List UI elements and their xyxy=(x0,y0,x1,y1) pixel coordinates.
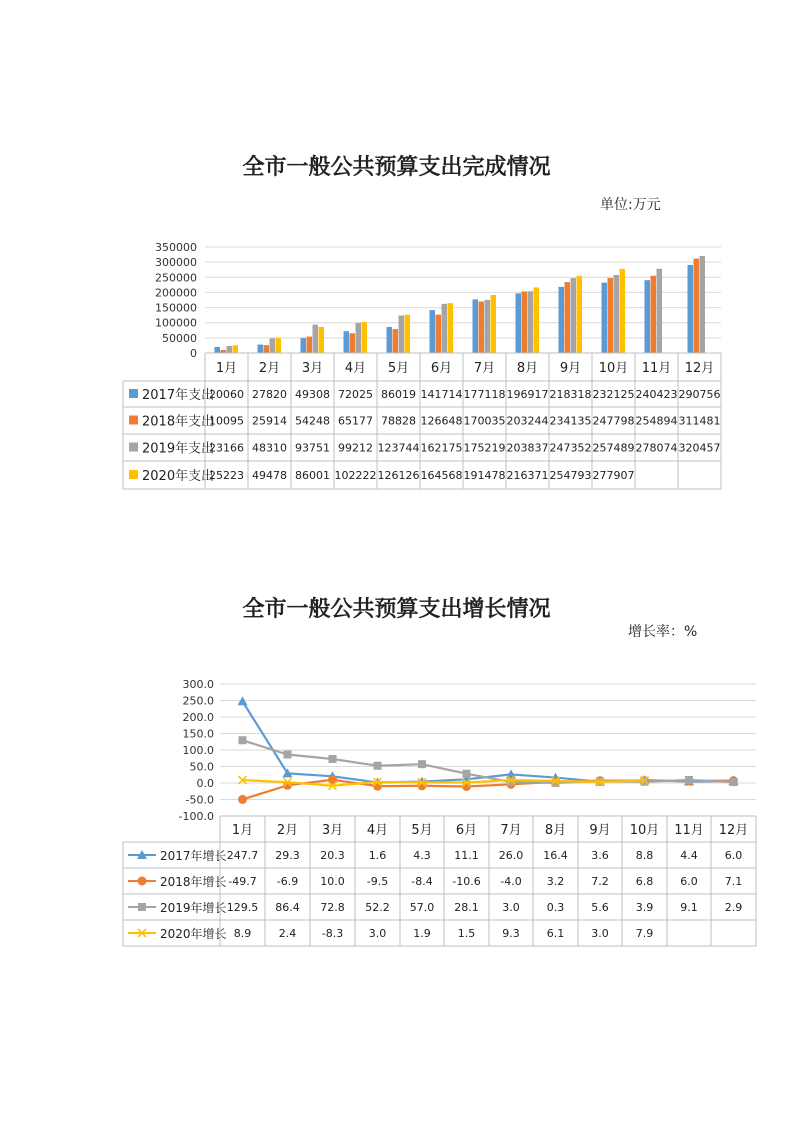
data-label: 290756 xyxy=(678,388,721,401)
bar xyxy=(620,269,626,353)
data-label: 28.1 xyxy=(454,901,479,914)
data-label: 6.8 xyxy=(635,875,654,888)
data-label: 6.0 xyxy=(724,849,743,862)
bar xyxy=(276,338,282,353)
data-label: 11.1 xyxy=(454,849,479,862)
data-label: 27820 xyxy=(252,388,287,401)
data-label: 1.9 xyxy=(413,927,431,940)
data-label: 311481 xyxy=(678,414,721,428)
data-label: 99212 xyxy=(338,441,373,455)
bar xyxy=(227,346,233,353)
x-tick-label: 4月 xyxy=(366,823,389,838)
data-label: 247798 xyxy=(592,414,635,428)
bar xyxy=(405,315,411,353)
y-tick-label: 100000 xyxy=(155,316,197,330)
data-label: 10095 xyxy=(209,414,244,428)
data-label: 3.2 xyxy=(546,875,565,888)
data-label: 9.1 xyxy=(680,901,698,914)
data-label: 52.2 xyxy=(365,901,390,914)
data-point xyxy=(685,776,693,784)
bar xyxy=(577,276,583,353)
bar xyxy=(571,278,577,353)
data-label: 5.6 xyxy=(591,901,609,914)
legend-marker xyxy=(138,877,147,886)
bar xyxy=(657,269,663,353)
x-tick-label: 8月 xyxy=(516,361,539,376)
bar xyxy=(688,265,694,353)
bar xyxy=(694,259,700,353)
data-label: 3.0 xyxy=(591,927,609,940)
bar xyxy=(344,331,350,353)
x-tick-label: 12月 xyxy=(718,823,749,838)
data-label: 254793 xyxy=(549,469,592,482)
x-tick-label: 2月 xyxy=(258,361,281,376)
y-tick-label: 300000 xyxy=(155,256,197,270)
data-point xyxy=(238,795,247,804)
y-tick-label: -100.0 xyxy=(178,810,214,823)
data-label: 4.3 xyxy=(413,849,431,862)
bar xyxy=(430,310,436,353)
data-label: 1.5 xyxy=(457,927,476,940)
x-tick-label: 1月 xyxy=(231,823,254,838)
data-label: 247.7 xyxy=(226,849,259,862)
data-label: 218318 xyxy=(549,388,592,401)
data-label: 6.0 xyxy=(680,875,698,888)
x-tick-label: 6月 xyxy=(455,823,478,838)
data-label: 86001 xyxy=(295,469,330,482)
y-tick-label: 150000 xyxy=(155,301,197,315)
data-label: 4.4 xyxy=(680,849,698,862)
x-tick-label: 9月 xyxy=(589,823,611,838)
legend-label: 2020年增长 xyxy=(160,927,227,941)
bar xyxy=(614,275,620,353)
data-label: 2.9 xyxy=(724,901,743,914)
data-label: 8.9 xyxy=(233,927,252,940)
x-tick-label: 10月 xyxy=(629,823,660,838)
bar xyxy=(233,345,239,353)
data-label: 25223 xyxy=(209,469,244,482)
bar xyxy=(436,315,442,353)
bar xyxy=(215,347,221,353)
x-tick-label: 7月 xyxy=(473,361,496,376)
data-label: 3.9 xyxy=(635,901,654,914)
x-tick-label: 6月 xyxy=(430,361,453,376)
bar xyxy=(559,287,565,353)
legend-label: 2019年支出 xyxy=(142,441,215,457)
chart2-title: 全市一般公共预算支出增长情况 xyxy=(242,596,551,622)
x-tick-label: 4月 xyxy=(344,361,367,376)
bar xyxy=(491,295,497,353)
bar xyxy=(399,316,405,353)
bar xyxy=(608,278,614,353)
data-label: 3.0 xyxy=(368,927,387,940)
data-label: 2.4 xyxy=(278,927,297,940)
x-tick-label: 10月 xyxy=(598,361,629,376)
data-label: 129.5 xyxy=(226,901,259,914)
data-label: 78828 xyxy=(381,414,416,428)
data-label: 102222 xyxy=(334,469,377,482)
data-point xyxy=(374,762,382,770)
legend-label: 2018年增长 xyxy=(160,875,227,889)
data-label: 123744 xyxy=(377,441,420,455)
data-label: 23166 xyxy=(209,441,244,455)
data-point xyxy=(418,760,426,768)
x-tick-label: 9月 xyxy=(559,361,582,376)
legend-label: 2020年支出 xyxy=(142,469,215,484)
data-label: -8.3 xyxy=(321,927,344,940)
bar xyxy=(356,323,362,353)
data-label: 240423 xyxy=(635,388,678,401)
legend-key xyxy=(129,389,138,398)
y-tick-label: 350000 xyxy=(155,241,197,254)
y-tick-label: 50.0 xyxy=(189,760,214,774)
legend-label: 2019年增长 xyxy=(160,901,227,915)
data-label: 203244 xyxy=(506,414,549,428)
data-label: 126648 xyxy=(420,414,463,428)
y-tick-label: 200000 xyxy=(155,286,197,300)
bar xyxy=(651,276,657,353)
data-label: 1.6 xyxy=(368,849,387,862)
data-label: 170035 xyxy=(463,414,506,428)
legend-label: 2017年增长 xyxy=(160,849,227,863)
data-label: 0.3 xyxy=(546,901,565,914)
x-tick-label: 2月 xyxy=(276,823,299,838)
data-label: 86.4 xyxy=(275,901,300,914)
data-label: 278074 xyxy=(635,441,678,455)
data-label: 7.9 xyxy=(635,927,654,940)
bar xyxy=(393,329,399,353)
data-label: 7.2 xyxy=(591,875,609,888)
data-label: 164568 xyxy=(420,469,463,482)
legend-key xyxy=(129,416,138,425)
data-label: 3.0 xyxy=(502,901,520,914)
data-label: 177118 xyxy=(463,388,506,401)
data-label: 93751 xyxy=(295,441,330,455)
data-label: 6.1 xyxy=(546,927,565,940)
data-label: -8.4 xyxy=(411,875,433,888)
bar xyxy=(485,300,491,353)
data-label: 277907 xyxy=(592,469,635,482)
data-label: 196917 xyxy=(506,388,549,401)
data-label: 49478 xyxy=(252,469,287,482)
legend-label: 2017年支出 xyxy=(142,388,215,403)
data-label: 16.4 xyxy=(543,849,568,862)
data-label: -9.5 xyxy=(366,875,389,888)
y-tick-label: 250.0 xyxy=(182,694,214,708)
data-label: -6.9 xyxy=(276,875,299,888)
y-tick-label: 250000 xyxy=(155,271,197,285)
x-tick-label: 11月 xyxy=(641,361,672,376)
legend-marker xyxy=(138,903,146,911)
data-label: 3.6 xyxy=(591,849,609,862)
bar xyxy=(534,287,540,353)
data-label: 257489 xyxy=(592,441,635,455)
data-label: 175219 xyxy=(463,441,506,455)
data-point xyxy=(284,750,292,758)
bar xyxy=(319,327,325,353)
data-label: 216371 xyxy=(506,469,549,482)
data-label: 203837 xyxy=(506,441,549,455)
y-tick-label: -50.0 xyxy=(185,793,214,807)
data-label: 247352 xyxy=(549,441,592,455)
x-tick-label: 11月 xyxy=(674,823,704,838)
data-label: 72025 xyxy=(338,388,373,401)
x-tick-label: 1月 xyxy=(215,361,238,376)
y-tick-label: 100.0 xyxy=(182,744,214,757)
y-tick-label: 150.0 xyxy=(182,727,214,741)
bar xyxy=(301,338,307,353)
bar xyxy=(313,325,319,353)
data-label: 8.8 xyxy=(635,849,654,862)
bar xyxy=(448,303,454,353)
series-line xyxy=(243,701,734,782)
y-tick-label: 300.0 xyxy=(182,678,214,691)
legend-key xyxy=(129,443,138,452)
data-label: 86019 xyxy=(381,388,416,401)
data-label: 254894 xyxy=(635,414,678,428)
data-label: -49.7 xyxy=(228,875,257,888)
x-tick-label: 5月 xyxy=(387,361,410,376)
data-label: -10.6 xyxy=(452,875,481,888)
x-tick-label: 8月 xyxy=(544,823,567,838)
bar xyxy=(362,322,368,353)
x-tick-label: 7月 xyxy=(500,823,522,838)
chart1-unit-label: 单位:万元 xyxy=(600,197,661,213)
data-label: 232125 xyxy=(592,388,635,401)
legend-key xyxy=(129,470,138,479)
expenditure-bar-chart xyxy=(0,0,793,560)
y-tick-label: 0.0 xyxy=(196,777,214,790)
data-point xyxy=(329,755,337,763)
chart1-title: 全市一般公共预算支出完成情况 xyxy=(242,154,551,180)
x-tick-label: 3月 xyxy=(301,361,324,376)
data-label: 20.3 xyxy=(320,849,345,862)
bar xyxy=(645,280,651,353)
bar xyxy=(565,282,571,353)
bar xyxy=(479,302,485,353)
data-point xyxy=(641,778,649,786)
bar xyxy=(700,256,706,353)
data-label: 25914 xyxy=(252,414,287,428)
data-point xyxy=(239,736,247,744)
bar xyxy=(442,304,448,353)
data-label: 26.0 xyxy=(498,849,524,862)
data-label: 191478 xyxy=(463,469,506,482)
data-label: 9.3 xyxy=(502,927,520,940)
data-label: 54248 xyxy=(295,414,330,428)
bar xyxy=(387,327,393,353)
data-point xyxy=(730,778,738,786)
data-label: 49308 xyxy=(295,388,330,401)
data-point xyxy=(463,770,471,778)
bar xyxy=(307,337,313,353)
bar xyxy=(258,345,264,353)
y-tick-label: 0 xyxy=(190,347,197,360)
data-label: 48310 xyxy=(252,441,287,455)
data-label: 126126 xyxy=(377,469,420,482)
bar xyxy=(473,299,479,353)
x-tick-label: 12月 xyxy=(684,361,715,376)
data-label: 20060 xyxy=(209,388,244,401)
data-label: 320457 xyxy=(678,441,721,455)
data-label: 72.8 xyxy=(320,901,345,914)
data-label: 10.0 xyxy=(320,875,345,888)
growth-line-chart xyxy=(0,560,793,990)
bar xyxy=(516,293,522,353)
bar xyxy=(264,345,270,353)
data-label: -4.0 xyxy=(500,875,522,888)
bar xyxy=(270,338,276,353)
x-tick-label: 3月 xyxy=(321,823,344,838)
bar xyxy=(350,333,356,353)
data-label: 162175 xyxy=(420,441,463,455)
y-tick-label: 50000 xyxy=(162,331,197,345)
chart2-unit-label: 增长率：% xyxy=(628,624,698,640)
data-label: 65177 xyxy=(338,414,373,428)
y-tick-label: 200.0 xyxy=(182,711,214,724)
data-label: 57.0 xyxy=(409,901,435,914)
bar xyxy=(522,291,528,353)
bar xyxy=(602,283,608,353)
legend-label: 2018年支出 xyxy=(142,414,215,430)
data-label: 234135 xyxy=(549,414,592,428)
data-label: 7.1 xyxy=(724,875,743,888)
data-label: 141714 xyxy=(420,388,463,401)
x-tick-label: 5月 xyxy=(411,823,433,838)
data-label: 29.3 xyxy=(275,849,300,862)
bar xyxy=(528,291,534,353)
